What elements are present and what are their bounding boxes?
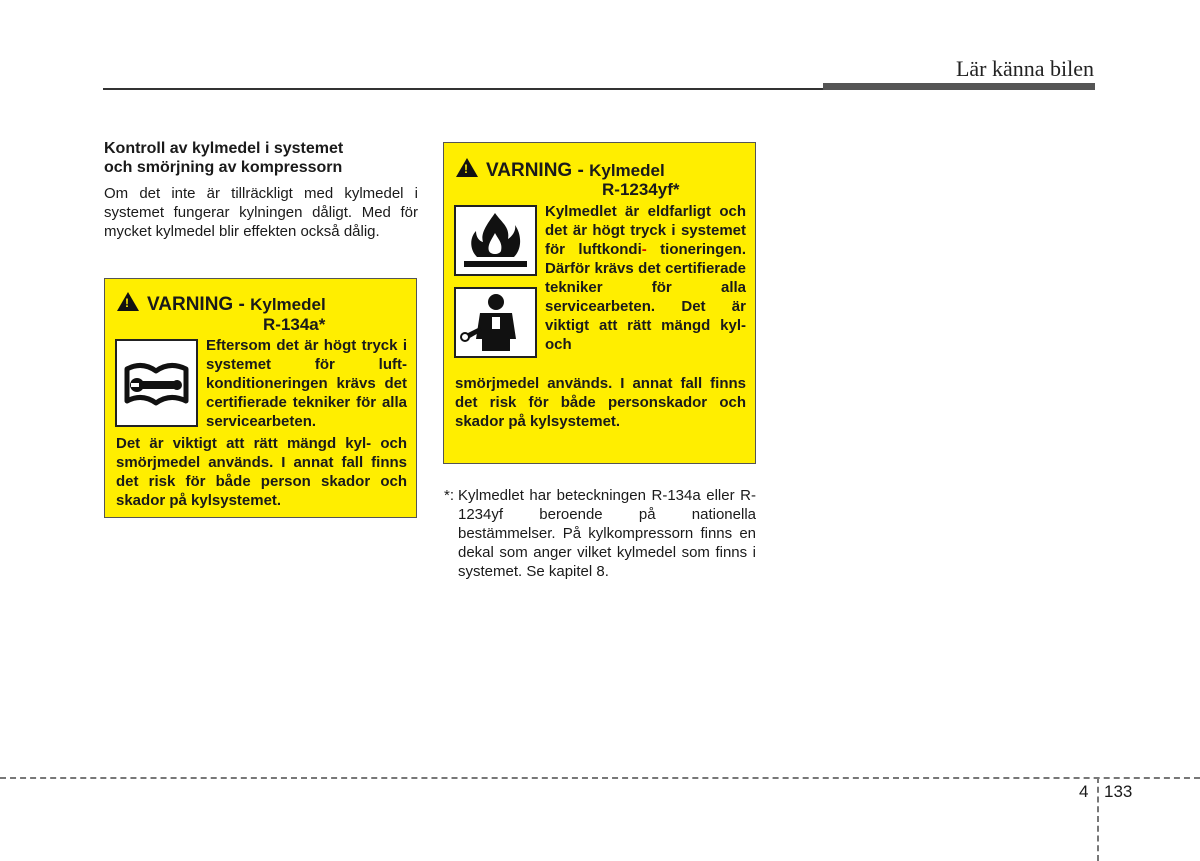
warning-title-line2: R-134a*	[263, 315, 326, 334]
manual-wrench-icon	[115, 339, 198, 427]
warning-hyphen: -	[641, 241, 647, 258]
warning-title-line2: R-1234yf*	[602, 180, 680, 199]
flame-icon	[454, 205, 537, 276]
warning-side-text-b: tioneringen. Därför krävs det certifierade tekniker för alla servicearbeten.	[545, 241, 746, 315]
warning-title-sub: Kylmedel	[589, 161, 665, 180]
warning-bottom-text: Det är viktigt att rätt mängd kyl- och smörjmedel används. I annat fall finns det risk för både person skador och skador på kylsystemet.	[116, 435, 407, 509]
footer-chapter-number: 4	[1079, 782, 1089, 801]
warning-box-r134a	[104, 278, 417, 518]
warning-label: VARNING -	[486, 160, 584, 181]
warning-title	[117, 292, 326, 316]
technician-icon	[454, 287, 537, 358]
warning-triangle-icon	[117, 292, 139, 311]
warning-side-text-a: Kylmedlet är eldfarligt och det är högt tryck i systemet för luftkondi	[545, 203, 746, 258]
warning-title	[456, 158, 665, 182]
warning-side-text-c: Det är viktigt att rätt mängd kyl- och	[545, 298, 746, 353]
section-body: Om det inte är tillräckligt med kylmedel i systemet fungerar kylningen dåligt. Med för mycket kylmedel blir effekten också dålig.	[104, 185, 418, 240]
warning-box-r1234yf	[443, 142, 756, 464]
header-rule-thin	[103, 88, 823, 90]
warning-label: VARNING -	[147, 294, 245, 315]
header-rule-thick	[823, 83, 1095, 90]
warning-title-sub: Kylmedel	[250, 295, 326, 314]
section-heading	[104, 139, 404, 177]
footer-dashed-rule	[0, 777, 1200, 779]
warning-side-text	[545, 202, 746, 354]
section-heading-line2: och smörjning av kompressorn	[104, 159, 343, 176]
footer-dashed-divider	[1097, 777, 1099, 861]
footer-page-number: 133	[1104, 782, 1133, 801]
warning-side-text: Eftersom det är högt tryck i systemet för luft-konditioneringen krävs det certifierade tekniker för alla servicearbeten.	[206, 337, 407, 430]
section-heading-line1: Kontroll av kylmedel i systemet	[104, 140, 344, 157]
warning-triangle-icon	[456, 158, 478, 177]
footnote-text: Kylmedlet har beteckningen R-134a eller R-1234yf beroende på nationella bestämmelser. På kylkompressorn finns en dekal som anger vilket kylmedel som finns i systemet. Se kapitel 8.	[458, 487, 756, 580]
warning-bottom-text: smörjmedel används. I annat fall finns det risk för både personskador och skador på kylsystemet.	[455, 375, 746, 430]
footnote-mark: *:	[444, 487, 455, 504]
header-title: Lär känna bilen	[955, 56, 1094, 81]
footnote	[444, 486, 756, 581]
